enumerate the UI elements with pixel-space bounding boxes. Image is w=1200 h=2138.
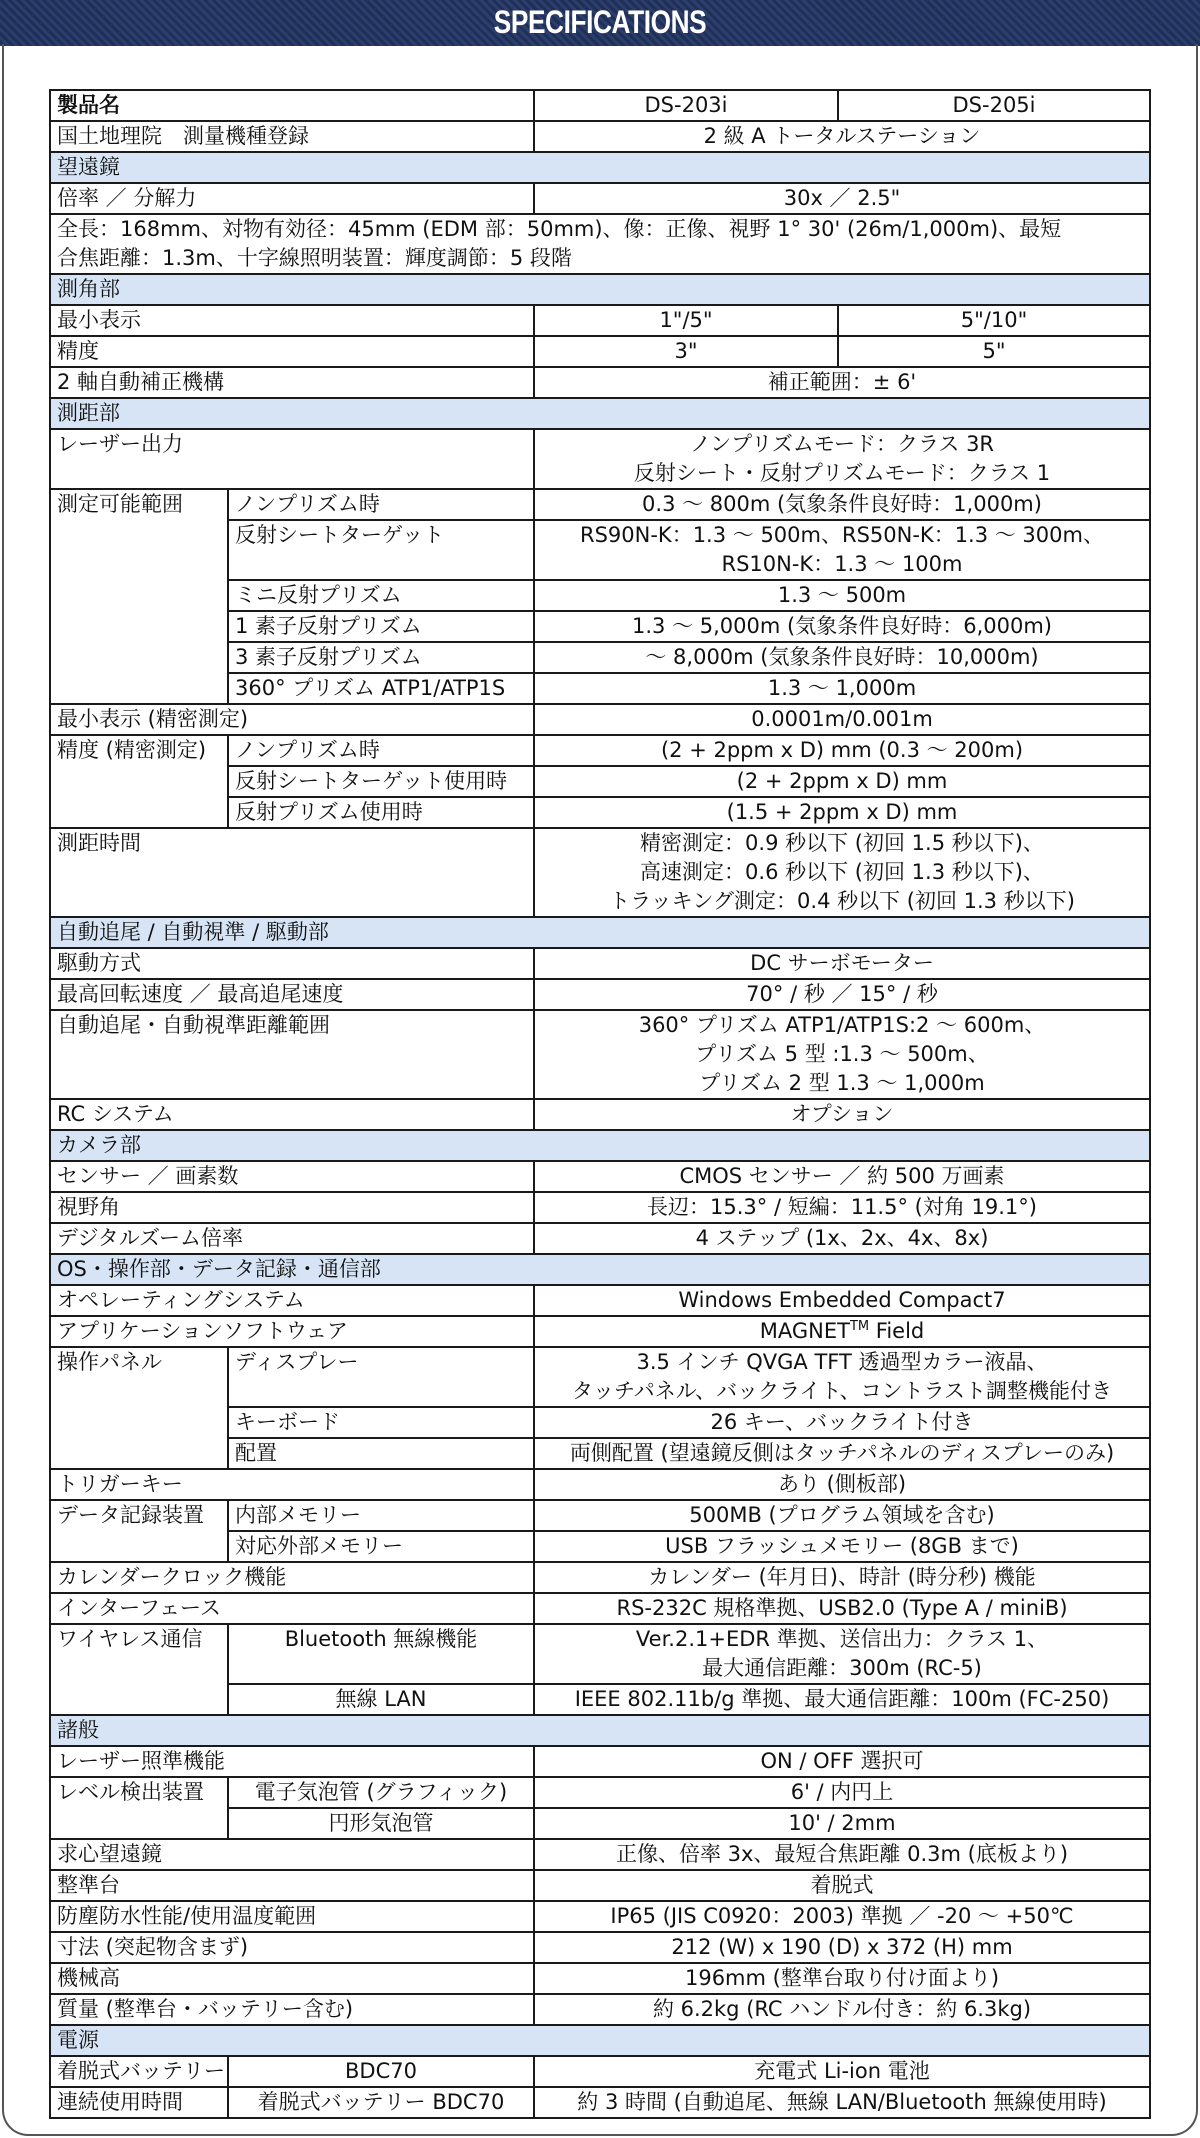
row-value-a: 3" (534, 336, 838, 367)
row-value (534, 429, 1150, 489)
row-value: 約 3 時間 (自動追尾、無線 LAN/Bluetooth 無線使用時) (534, 2087, 1150, 2118)
table-row (50, 1593, 1150, 1624)
row-value: 0.3 ～ 800m (気象条件良好時：1,000m) (534, 489, 1150, 520)
row-label: 2 軸自動補正機構 (50, 367, 534, 398)
sub-label: 対応外部メモリー (228, 1531, 534, 1562)
value-line: プリズム 2 型 1.3 ～ 1,000m (699, 1071, 985, 1095)
trademark: TM (849, 1319, 870, 1334)
sub-label: 着脱式バッテリー BDC70 (228, 2087, 534, 2118)
app-name-suffix: Field (869, 1319, 925, 1343)
sub-label: 360° プリズム ATP1/ATP1S (228, 673, 534, 704)
row-label: 最高回転速度 ／ 最高追尾速度 (50, 979, 534, 1010)
group-label: レベル検出装置 (50, 1777, 228, 1839)
section-title: 自動追尾 / 自動視準 / 駆動部 (50, 917, 1150, 948)
sub-label: BDC70 (228, 2056, 534, 2087)
row-value: 70° / 秒 ／ 15° / 秒 (534, 979, 1150, 1010)
row-value: カレンダー (年月日)、時計 (時分秒) 機能 (534, 1562, 1150, 1593)
row-label: 機械高 (50, 1963, 534, 1994)
table-row (50, 183, 1150, 214)
row-value (534, 1624, 1150, 1684)
row-value: 500MB (プログラム領域を含む) (534, 1500, 1150, 1531)
row-value (534, 1010, 1150, 1099)
table-row (50, 1161, 1150, 1192)
table-row (50, 367, 1150, 398)
group-label: 操作パネル (50, 1347, 228, 1469)
group-label: ワイヤレス通信 (50, 1624, 228, 1715)
table-row (50, 1562, 1150, 1593)
value-line: 最大通信距離：300m (RC-5) (702, 1656, 982, 1680)
row-value: 約 6.2kg (RC ハンドル付き：約 6.3kg) (534, 1994, 1150, 2025)
table-row (50, 1223, 1150, 1254)
value-line: タッチパネル、バックライト、コントラスト調整機能付き (572, 1379, 1112, 1403)
row-label: 防塵防水性能/使用温度範囲 (50, 1901, 534, 1932)
row-value: 両側配置 (望遠鏡反側はタッチパネルのディスプレーのみ) (534, 1438, 1150, 1469)
section-row (50, 1130, 1150, 1161)
table-row (50, 1500, 1150, 1531)
row-value: 1.3 ～ 500m (534, 580, 1150, 611)
row-label: 着脱式バッテリー (50, 2056, 228, 2087)
row-value (534, 828, 1150, 917)
table-row (50, 2056, 1150, 2087)
row-label: 連続使用時間 (50, 2087, 228, 2118)
table-row (50, 489, 1150, 520)
section-row (50, 1715, 1150, 1746)
row-value: 0.0001m/0.001m (534, 704, 1150, 735)
row-value: 充電式 Li-ion 電池 (534, 2056, 1150, 2087)
row-label: 精度 (50, 336, 534, 367)
table-row (50, 1963, 1150, 1994)
table-row (50, 1777, 1150, 1808)
table-row (50, 429, 1150, 489)
table-row (50, 2087, 1150, 2118)
row-value-b: 5"/10" (838, 305, 1150, 336)
row-value: あり (側板部) (534, 1469, 1150, 1500)
row-label: RC システム (50, 1099, 534, 1130)
section-title: 測距部 (50, 398, 1150, 429)
table-row (50, 828, 1150, 917)
table-row (50, 90, 1150, 121)
value-line: RS10N-K：1.3 ～ 100m (721, 552, 963, 576)
table-row (50, 1994, 1150, 2025)
table-row (50, 1099, 1150, 1130)
table-row (50, 1932, 1150, 1963)
row-label: オペレーティングシステム (50, 1285, 534, 1316)
sub-label: ミニ反射プリズム (228, 580, 534, 611)
section-row (50, 398, 1150, 429)
sub-label: ノンプリズム時 (228, 735, 534, 766)
sub-label: ディスプレー (228, 1347, 534, 1407)
row-label: インターフェース (50, 1593, 534, 1624)
table-row (50, 1192, 1150, 1223)
row-value (534, 1316, 1150, 1347)
row-value: (2 + 2ppm x D) mm (534, 766, 1150, 797)
table-row (50, 214, 1150, 274)
section-row (50, 917, 1150, 948)
row-value: 30x ／ 2.5" (534, 183, 1150, 214)
table-row (50, 704, 1150, 735)
sub-label: 反射プリズム使用時 (228, 797, 534, 828)
row-value: DC サーボモーター (534, 948, 1150, 979)
row-value: オプション (534, 1099, 1150, 1130)
row-value: (2 + 2ppm x D) mm (0.3 ～ 200m) (534, 735, 1150, 766)
col-product: 製品名 (50, 90, 534, 121)
table-row (50, 1624, 1150, 1684)
section-title: 望遠鏡 (50, 152, 1150, 183)
table-row (50, 1839, 1150, 1870)
row-value: IEEE 802.11b/g 準拠、最大通信距離：100m (FC-250) (534, 1684, 1150, 1715)
row-label: 国土地理院 測量機種登録 (50, 121, 534, 152)
sub-label: 配置 (228, 1438, 534, 1469)
row-label: 自動追尾・自動視準距離範囲 (50, 1010, 534, 1099)
group-label: データ記録装置 (50, 1500, 228, 1562)
sub-label: 電子気泡管 (グラフィック) (228, 1777, 534, 1808)
row-value: (1.5 + 2ppm x D) mm (534, 797, 1150, 828)
row-value (534, 1347, 1150, 1407)
telescope-note (50, 214, 1150, 274)
row-label: 最小表示 (精密測定) (50, 704, 534, 735)
value-line: 精密測定：0.9 秒以下 (初回 1.5 秒以下)、 (640, 831, 1044, 855)
row-label: 倍率 ／ 分解力 (50, 183, 534, 214)
section-title: 電源 (50, 2025, 1150, 2056)
row-label: 最小表示 (50, 305, 534, 336)
value-line: RS90N-K：1.3 ～ 500m、RS50N-K：1.3 ～ 300m、 (580, 523, 1104, 547)
sub-label: 反射シートターゲット使用時 (228, 766, 534, 797)
col-model-b: DS-205i (838, 90, 1150, 121)
row-label: カレンダークロック機能 (50, 1562, 534, 1593)
row-label: 寸法 (突起物含まず) (50, 1932, 534, 1963)
section-row (50, 152, 1150, 183)
row-value: 26 キー、バックライト付き (534, 1407, 1150, 1438)
row-value: 1.3 ～ 1,000m (534, 673, 1150, 704)
value-line: 360° プリズム ATP1/ATP1S:2 ～ 600m、 (638, 1013, 1046, 1037)
group-label: 精度 (精密測定) (50, 735, 228, 828)
row-value: 補正範囲：± 6' (534, 367, 1150, 398)
row-label: 測距時間 (50, 828, 534, 917)
table-row (50, 948, 1150, 979)
row-value: 2 級 A トータルステーション (534, 121, 1150, 152)
row-value: IP65 (JIS C0920：2003) 準拠 ／ -20 ～ +50℃ (534, 1901, 1150, 1932)
table-row (50, 336, 1150, 367)
table-row (50, 305, 1150, 336)
table-row (50, 1347, 1150, 1407)
row-value-a: 1"/5" (534, 305, 838, 336)
value-line: ノンプリズムモード：クラス 3R (689, 432, 995, 456)
group-label: 測定可能範囲 (50, 489, 228, 704)
table-row (50, 1316, 1150, 1347)
row-value: 着脱式 (534, 1870, 1150, 1901)
note-line: 合焦距離：1.3m、十字線照明装置：輝度調節：5 段階 (57, 246, 572, 270)
row-value-b: 5" (838, 336, 1150, 367)
row-label: 整準台 (50, 1870, 534, 1901)
table-row (50, 1285, 1150, 1316)
sub-label: 1 素子反射プリズム (228, 611, 534, 642)
row-value: 6' / 内円上 (534, 1777, 1150, 1808)
table-row (50, 735, 1150, 766)
col-model-a: DS-203i (534, 90, 838, 121)
note-line: 全長：168mm、対物有効径：45mm (EDM 部：50mm)、像：正像、視野 1° 30' (26m/1,000m)、最短 (57, 217, 1062, 241)
table-row (50, 1870, 1150, 1901)
row-label: アプリケーションソフトウェア (50, 1316, 534, 1347)
value-line: トラッキング測定：0.4 秒以下 (初回 1.3 秒以下) (609, 889, 1075, 913)
value-line: 3.5 インチ QVGA TFT 透過型カラー液晶、 (636, 1350, 1048, 1374)
value-line: Ver.2.1+EDR 準拠、送信出力：クラス 1、 (635, 1627, 1049, 1651)
row-label: レーザー出力 (50, 429, 534, 489)
page-title: SPECIFICATIONS (493, 4, 707, 40)
row-label: 駆動方式 (50, 948, 534, 979)
section-row (50, 274, 1150, 305)
value-line: プリズム 5 型 :1.3 ～ 500m、 (695, 1042, 989, 1066)
row-value: ～ 8,000m (気象条件良好時：10,000m) (534, 642, 1150, 673)
row-value: 4 ステップ (1x、2x、4x、8x) (534, 1223, 1150, 1254)
row-value: 1.3 ～ 5,000m (気象条件良好時：6,000m) (534, 611, 1150, 642)
table-row (50, 1901, 1150, 1932)
value-line: 高速測定：0.6 秒以下 (初回 1.3 秒以下)、 (640, 860, 1044, 884)
row-value: ON / OFF 選択可 (534, 1746, 1150, 1777)
section-title: 諸般 (50, 1715, 1150, 1746)
table-row (50, 1746, 1150, 1777)
row-value: 196mm (整準台取り付け面より) (534, 1963, 1150, 1994)
sub-label: ノンプリズム時 (228, 489, 534, 520)
section-title: OS・操作部・データ記録・通信部 (50, 1254, 1150, 1285)
row-value: RS-232C 規格準拠、USB2.0 (Type A / miniB) (534, 1593, 1150, 1624)
sub-label: Bluetooth 無線機能 (228, 1624, 534, 1684)
table-row (50, 1010, 1150, 1099)
row-label: トリガーキー (50, 1469, 534, 1500)
row-value: 正像、倍率 3x、最短合焦距離 0.3m (底板より) (534, 1839, 1150, 1870)
section-row (50, 2025, 1150, 2056)
row-value (534, 520, 1150, 580)
sub-label: キーボード (228, 1407, 534, 1438)
sub-label: 反射シートターゲット (228, 520, 534, 580)
row-label: 質量 (整準台・バッテリー含む) (50, 1994, 534, 2025)
table-row (50, 121, 1150, 152)
table-row (50, 979, 1150, 1010)
row-value: 10' / 2mm (534, 1808, 1150, 1839)
row-label: 求心望遠鏡 (50, 1839, 534, 1870)
row-value: 長辺：15.3° / 短編：11.5° (対角 19.1°) (534, 1192, 1150, 1223)
sub-label: 内部メモリー (228, 1500, 534, 1531)
app-name: MAGNET (759, 1319, 850, 1343)
sub-label: 無線 LAN (228, 1684, 534, 1715)
section-row (50, 1254, 1150, 1285)
section-title: カメラ部 (50, 1130, 1150, 1161)
row-value: USB フラッシュメモリー (8GB まで) (534, 1531, 1150, 1562)
row-label: レーザー照準機能 (50, 1746, 534, 1777)
table-row (50, 1469, 1150, 1500)
row-value: Windows Embedded Compact7 (534, 1285, 1150, 1316)
row-label: デジタルズーム倍率 (50, 1223, 534, 1254)
row-value: CMOS センサー ／ 約 500 万画素 (534, 1161, 1150, 1192)
value-line: 反射シート・反射プリズムモード：クラス 1 (633, 461, 1051, 485)
row-label: 視野角 (50, 1192, 534, 1223)
sub-label: 円形気泡管 (228, 1808, 534, 1839)
sub-label: 3 素子反射プリズム (228, 642, 534, 673)
section-title: 測角部 (50, 274, 1150, 305)
row-label: センサー ／ 画素数 (50, 1161, 534, 1192)
row-value: 212 (W) x 190 (D) x 372 (H) mm (534, 1932, 1150, 1963)
spec-table (49, 89, 1151, 2119)
